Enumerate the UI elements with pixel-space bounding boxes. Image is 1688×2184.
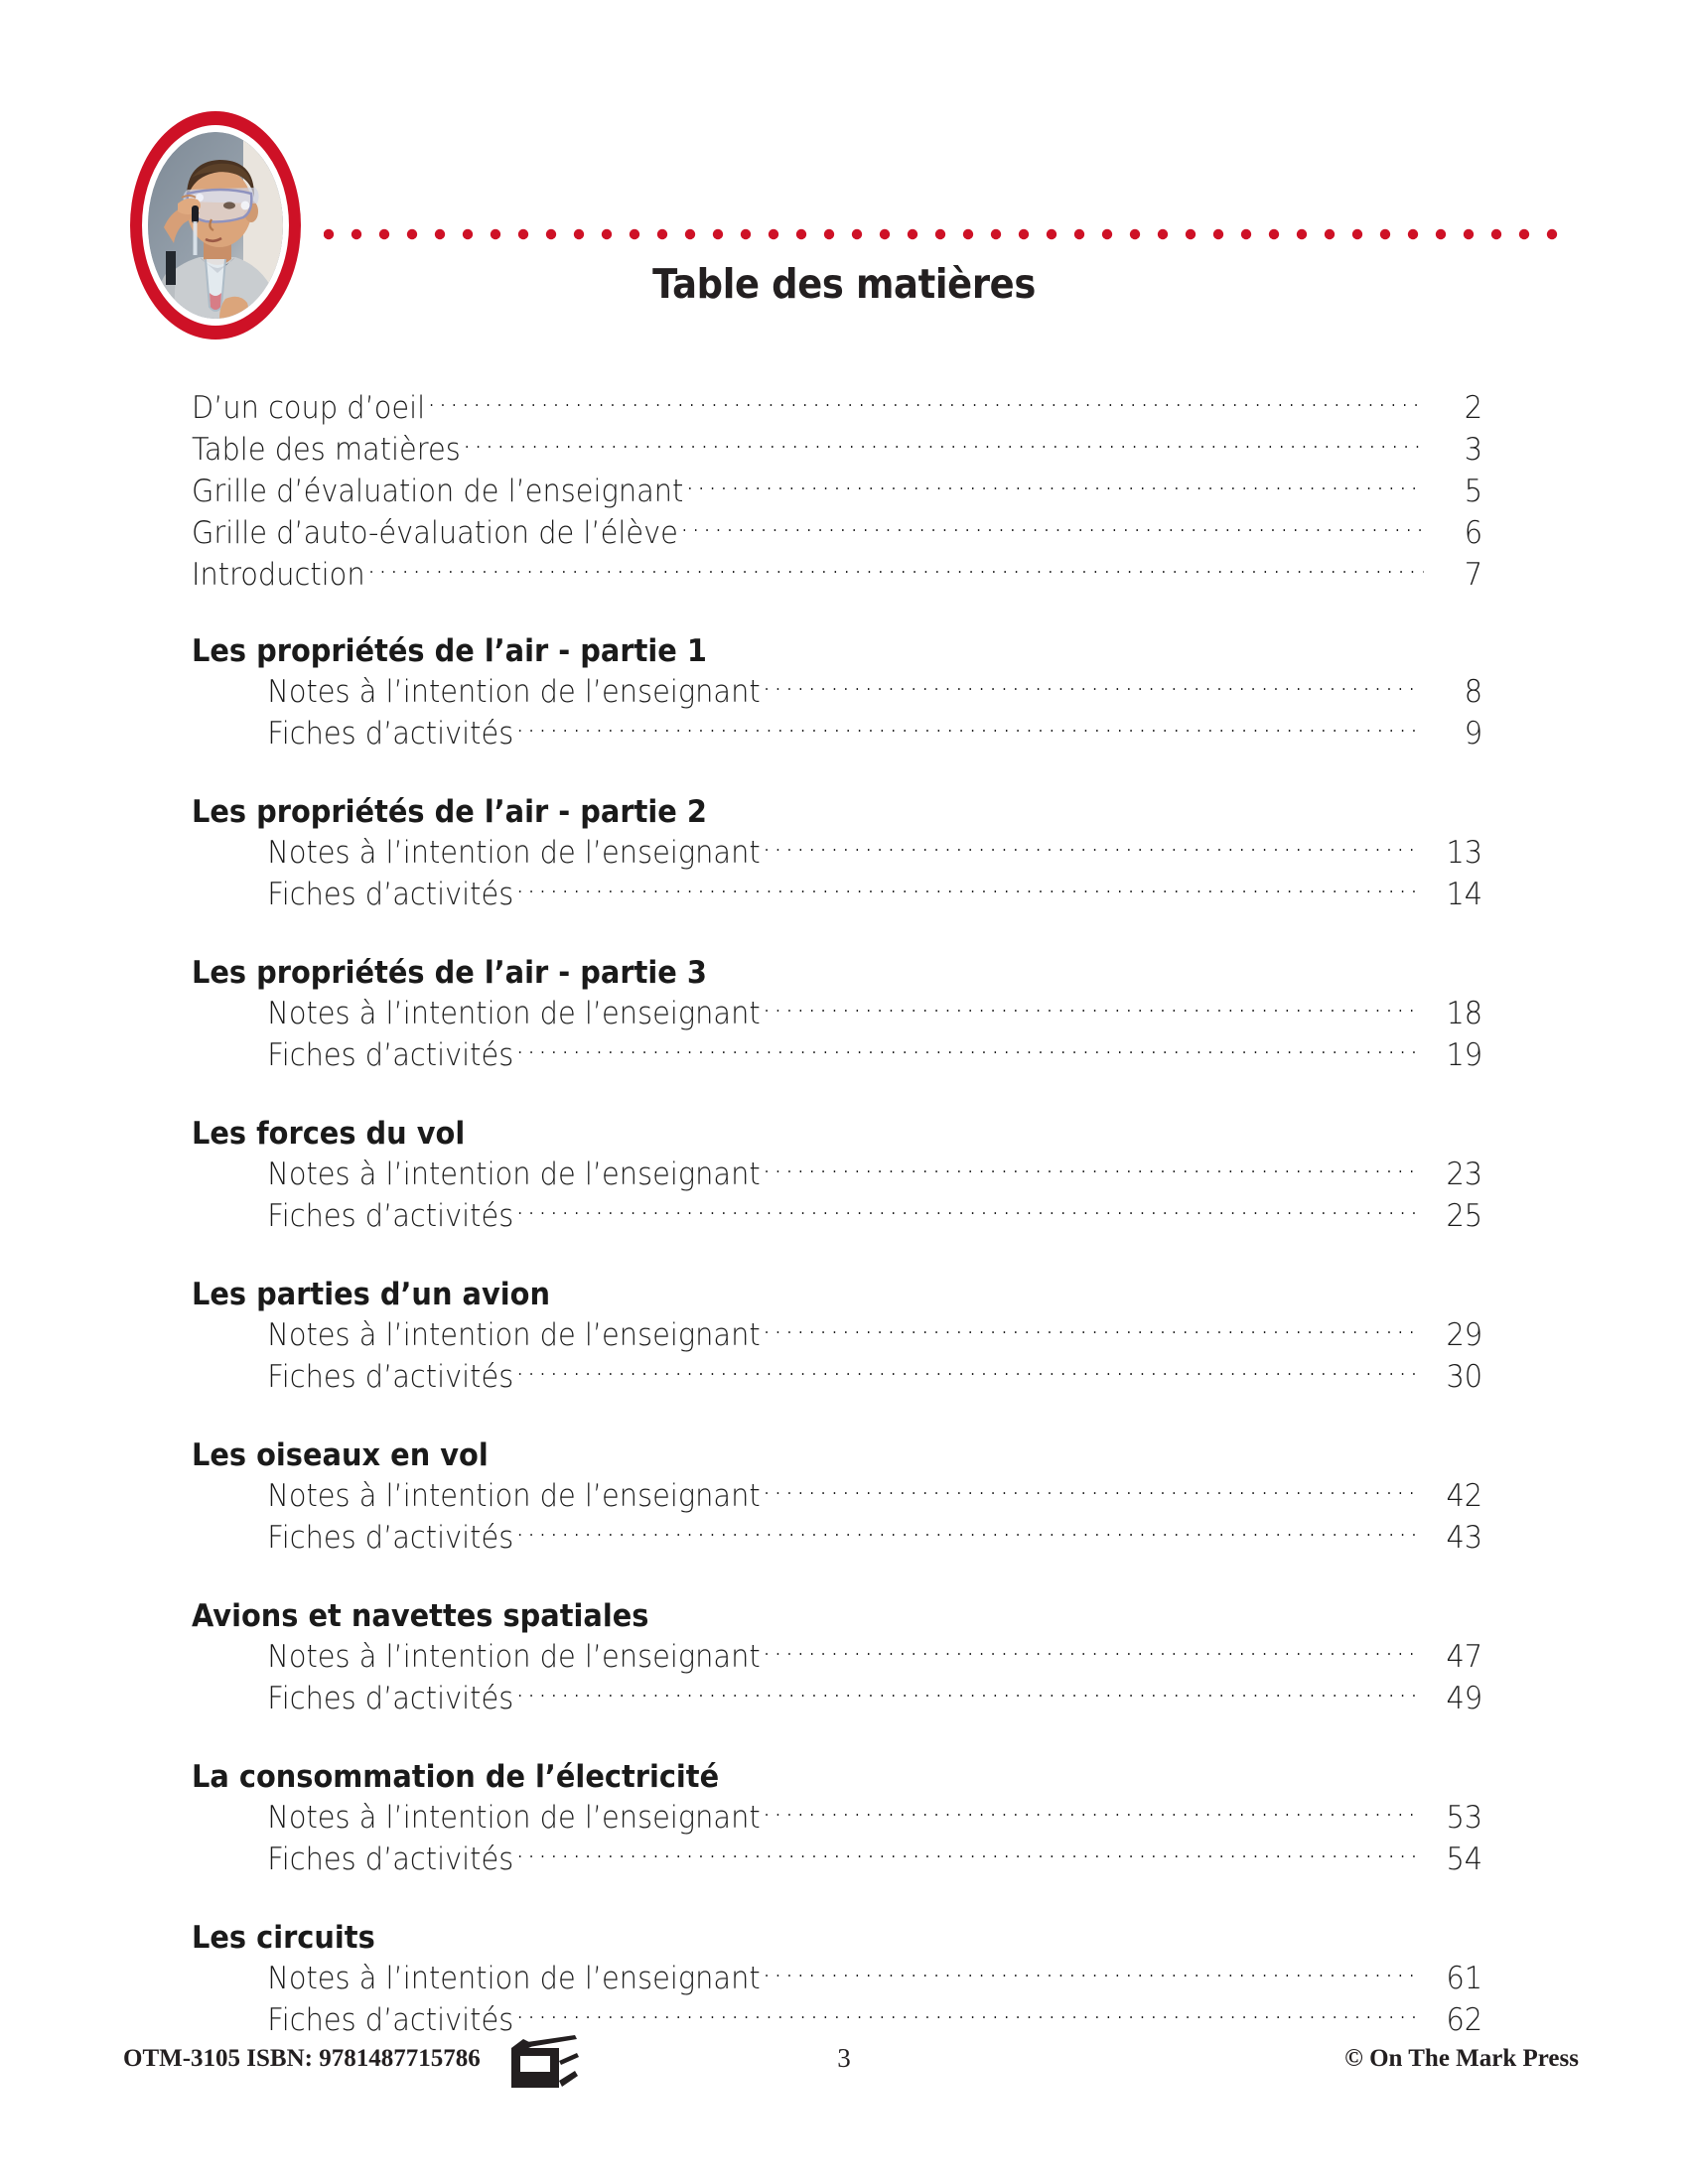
toc-entry-label: D’un coup d’oeil — [192, 390, 426, 426]
page-header — [0, 0, 1688, 338]
toc-section-title: La consommation de l’électricité — [192, 1759, 720, 1795]
toc-subentry[interactable] — [192, 1839, 1482, 1880]
toc-entry[interactable] — [192, 387, 1482, 429]
header-oval-badge — [130, 111, 301, 340]
toc-entry-label: Table des matières — [192, 432, 461, 468]
toc-section-title: Les propriétés de l’air - partie 3 — [192, 955, 707, 991]
dot-leader — [515, 1517, 1420, 1548]
toc-subentry-page: 61 — [1446, 1961, 1483, 1996]
toc-entry-label: Grille d’évaluation de l’enseignant — [192, 474, 684, 509]
dot-leader — [463, 429, 1424, 460]
copyright-notice: © On The Mark Press — [1344, 2045, 1579, 2072]
dot-leader — [366, 554, 1423, 585]
toc-subentry[interactable] — [192, 832, 1482, 874]
toc-subentry-label: Fiches d’activités — [267, 877, 514, 912]
toc-subentry[interactable] — [192, 1356, 1482, 1398]
toc-subentry-page: 54 — [1446, 1842, 1483, 1877]
red-dotted-rule — [324, 226, 1565, 242]
toc-entry-label: Introduction — [192, 557, 365, 593]
dot-leader — [515, 1999, 1420, 2030]
toc-section-title: Avions et navettes spatiales — [192, 1598, 649, 1634]
toc-subentry-label: Notes à l’intention de l’enseignant — [267, 1961, 761, 1996]
dot-leader — [515, 1195, 1420, 1226]
table-of-contents — [192, 387, 1482, 2041]
toc-entry-label: Grille d’auto-évaluation de l’élève — [192, 515, 678, 551]
dot-leader — [680, 512, 1424, 543]
dot-leader — [515, 1839, 1420, 1869]
toc-subentry[interactable] — [192, 1475, 1482, 1517]
toc-subentry-page: 18 — [1446, 996, 1483, 1031]
dot-leader — [763, 1314, 1420, 1345]
toc-section-title: Les parties d’un avion — [192, 1277, 550, 1312]
toc-subentry[interactable] — [192, 713, 1482, 754]
toc-subentry-label: Fiches d’activités — [267, 1520, 514, 1556]
toc-subentry[interactable] — [192, 671, 1482, 713]
toc-subentry[interactable] — [192, 1195, 1482, 1237]
product-code: OTM-3105 ISBN: 9781487715786 — [123, 2045, 481, 2072]
toc-subentry[interactable] — [192, 1678, 1482, 1719]
dot-leader — [763, 1475, 1420, 1506]
toc-subentry[interactable] — [192, 1636, 1482, 1678]
toc-subentry-page: 42 — [1446, 1478, 1483, 1514]
toc-subentry-label: Notes à l’intention de l’enseignant — [267, 1317, 761, 1353]
toc-entry-page: 3 — [1464, 432, 1483, 468]
toc-subentry-page: 19 — [1446, 1037, 1483, 1073]
toc-subentry-label: Fiches d’activités — [267, 2002, 514, 2038]
toc-section-title: Les propriétés de l’air - partie 1 — [192, 633, 707, 669]
toc-subentry-page: 29 — [1446, 1317, 1483, 1353]
dot-leader — [515, 1678, 1420, 1708]
dot-leader — [763, 1797, 1420, 1828]
toc-subentry[interactable] — [192, 1154, 1482, 1195]
toc-subentry-label: Fiches d’activités — [267, 1198, 514, 1234]
toc-entry-page: 2 — [1464, 390, 1483, 426]
toc-subentry-page: 30 — [1446, 1359, 1483, 1395]
toc-subentry-page: 62 — [1446, 2002, 1483, 2038]
toc-subentry-label: Fiches d’activités — [267, 1037, 514, 1073]
toc-subentry-label: Notes à l’intention de l’enseignant — [267, 1157, 761, 1192]
toc-subentry-page: 47 — [1446, 1639, 1483, 1675]
toc-entry-page: 5 — [1464, 474, 1483, 509]
dot-leader — [763, 832, 1420, 863]
toc-section-title: Les propriétés de l’air - partie 2 — [192, 794, 707, 830]
toc-entry-page: 6 — [1464, 515, 1483, 551]
dot-leader — [763, 1958, 1420, 1988]
dot-leader — [515, 1356, 1420, 1387]
page-title: Table des matières — [652, 260, 1036, 308]
dot-leader — [515, 874, 1420, 904]
toc-entry[interactable] — [192, 429, 1482, 471]
toc-section-title: Les forces du vol — [192, 1116, 466, 1152]
toc-subentry-label: Notes à l’intention de l’enseignant — [267, 1478, 761, 1514]
toc-subentry[interactable] — [192, 1797, 1482, 1839]
toc-subentry-label: Notes à l’intention de l’enseignant — [267, 996, 761, 1031]
toc-entry[interactable] — [192, 512, 1482, 554]
toc-subentry[interactable] — [192, 1958, 1482, 1999]
dot-leader — [763, 1636, 1420, 1667]
toc-subentry-page: 25 — [1446, 1198, 1483, 1234]
toc-entry[interactable] — [192, 554, 1482, 596]
dot-leader — [427, 387, 1424, 418]
science-boy-photo — [148, 132, 283, 319]
page-number: 3 — [837, 2043, 851, 2073]
toc-subentry[interactable] — [192, 1517, 1482, 1559]
toc-subentry-page: 49 — [1446, 1681, 1483, 1716]
dot-leader — [763, 993, 1420, 1024]
toc-section-title: Les circuits — [192, 1920, 375, 1956]
page-footer — [0, 2033, 1688, 2122]
toc-subentry-page: 8 — [1464, 674, 1483, 710]
dot-leader — [515, 1034, 1420, 1065]
toc-subentry[interactable] — [192, 1034, 1482, 1076]
oval-inner-ring — [142, 125, 289, 326]
toc-subentry-label: Fiches d’activités — [267, 1359, 514, 1395]
toc-subentry-label: Notes à l’intention de l’enseignant — [267, 1800, 761, 1836]
toc-subentry-page: 13 — [1446, 835, 1483, 871]
toc-subentry-label: Fiches d’activités — [267, 1681, 514, 1716]
toc-section-title: Les oiseaux en vol — [192, 1437, 489, 1473]
dot-leader — [685, 471, 1423, 501]
toc-subentry-page: 43 — [1446, 1520, 1483, 1556]
toc-subentry-label: Notes à l’intention de l’enseignant — [267, 1639, 761, 1675]
toc-subentry-label: Fiches d’activités — [267, 716, 514, 751]
dot-leader — [763, 1154, 1420, 1184]
dot-leader — [763, 671, 1420, 702]
toc-subentry[interactable] — [192, 874, 1482, 915]
toc-subentry-label: Notes à l’intention de l’enseignant — [267, 674, 761, 710]
toc-subentry-page: 53 — [1446, 1800, 1483, 1836]
toc-subentry[interactable] — [192, 1314, 1482, 1356]
toc-subentry-label: Fiches d’activités — [267, 1842, 514, 1877]
toc-subentry-page: 23 — [1446, 1157, 1483, 1192]
dot-leader — [515, 713, 1420, 744]
toc-subentry-page: 9 — [1464, 716, 1483, 751]
toc-entry[interactable] — [192, 471, 1482, 512]
toc-subentry[interactable] — [192, 993, 1482, 1034]
toc-entry-page: 7 — [1464, 557, 1483, 593]
toc-subentry-label: Notes à l’intention de l’enseignant — [267, 835, 761, 871]
toc-subentry-page: 14 — [1446, 877, 1483, 912]
